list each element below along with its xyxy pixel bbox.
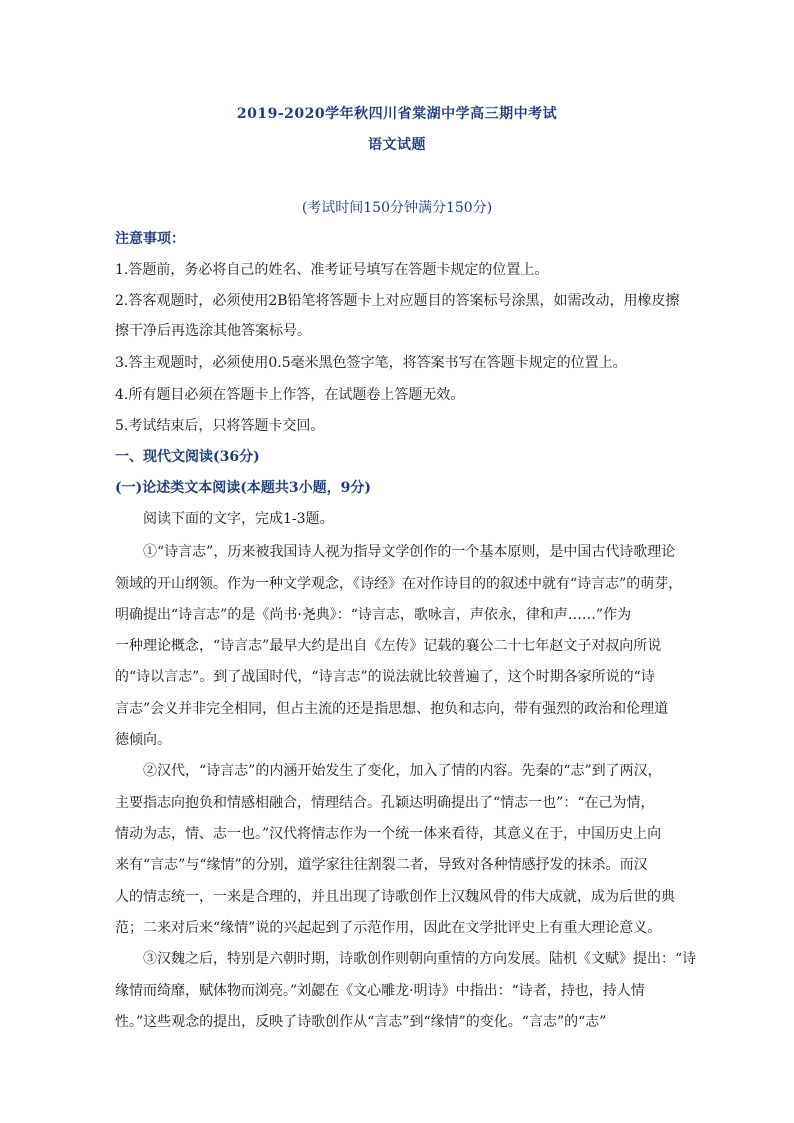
body-line: 言志”会义并非完全相同，但占主流的还是指思想、抱负和志向，带有强烈的政治和伦理道 xyxy=(115,701,669,717)
section-instruction: 阅读下面的文字，完成1-3题。 xyxy=(143,511,334,527)
body-line: 主要指志向抱负和情感相融合，情理结合。孔颖达明确提出了“情志一也”：“在己为情， xyxy=(115,795,655,811)
notice-item: 擦干净后再选涂其他答案标号。 xyxy=(115,323,311,339)
exam-time-note: (考试时间150分钟满分150分) xyxy=(301,200,493,216)
exam-subtitle: 语文试题 xyxy=(368,137,426,153)
body-line: ①“诗言志”，历来被我国诗人视为指导文学创作的一个基本原则，是中国古代诗歌理论 xyxy=(143,544,676,560)
body-line: 德倾向。 xyxy=(115,732,171,748)
body-line: 来有“言志”与“缘情”的分别，道学家往往割裂二者，导致对各种情感抒发的抹杀。而汉 xyxy=(115,857,648,873)
body-line: 一种理论概念，“诗言志”最早大约是出自《左传》记载的襄公二十七年赵文子对叔向所说 xyxy=(115,638,662,654)
notice-item: 1.答题前，务必将自己的姓名、准考证号填写在答题卡规定的位置上。 xyxy=(115,262,549,278)
body-line: 范；二来对后来“缘情”说的兴起起到了示范作用，因此在文学批评史上有重大理论意义。 xyxy=(115,920,662,936)
section-heading: 一、现代文阅读(36分) xyxy=(115,449,260,465)
body-line: ③汉魏之后，特别是六朝时期，诗歌创作则朝向重情的方向发展。陆机《文赋》提出：“诗 xyxy=(143,951,697,967)
notice-heading: 注意事项： xyxy=(115,231,185,247)
body-line: 的“诗以言志”。到了战国时代，“诗言志”的说法就比较普遍了，这个时期各家所说的“诗 xyxy=(115,669,655,685)
body-line: 性。”这些观念的提出，反映了诗歌创作从“言志”到“缘情”的变化。“言志”的“志” xyxy=(115,1014,607,1030)
body-line: 缘情而绮靡，赋体物而浏亮。”刘勰在《文心雕龙·明诗》中指出：“诗者，持也，持人情 xyxy=(115,983,645,999)
exam-title: 2019-2020学年秋四川省棠湖中学高三期中考试 xyxy=(236,106,558,122)
body-line: 明确提出“诗言志”的是《尚书·尧典》：“诗言志，歌咏言，声依永，律和声……”作为 xyxy=(115,607,632,623)
body-line: 领域的开山纲领。作为一种文学观念，《诗经》在对作诗目的的叙述中就有“诗言志”的萌芽， xyxy=(115,576,683,592)
notice-item: 3.答主观题时，必须使用0.5毫米黑色签字笔，将答案书写在答题卡规定的位置上。 xyxy=(115,355,627,371)
body-line: 人的情志统一，一来是合理的，并且出现了诗歌创作上汉魏风骨的伟大成就，成为后世的典 xyxy=(115,889,675,905)
notice-item: 4.所有题目必须在答题卡上作答，在试题卷上答题无效。 xyxy=(115,387,465,403)
section-subheading: (一)论述类文本阅读(本题共3小题，9分) xyxy=(115,480,371,496)
body-line: ②汉代，“诗言志”的内涵开始发生了变化，加入了情的内容。先秦的“志”到了两汉， xyxy=(143,763,662,779)
notice-item: 5.考试结束后，只将答题卡交回。 xyxy=(115,418,325,434)
body-line: 情动为志，情、志一也。”汉代将情志作为一个统一体来看待，其意义在于，中国历史上向 xyxy=(115,826,662,842)
notice-item: 2.答客观题时，必须使用2B铅笔将答题卡上对应题目的答案标号涂黑，如需改动，用橡皮擦 xyxy=(115,293,680,309)
